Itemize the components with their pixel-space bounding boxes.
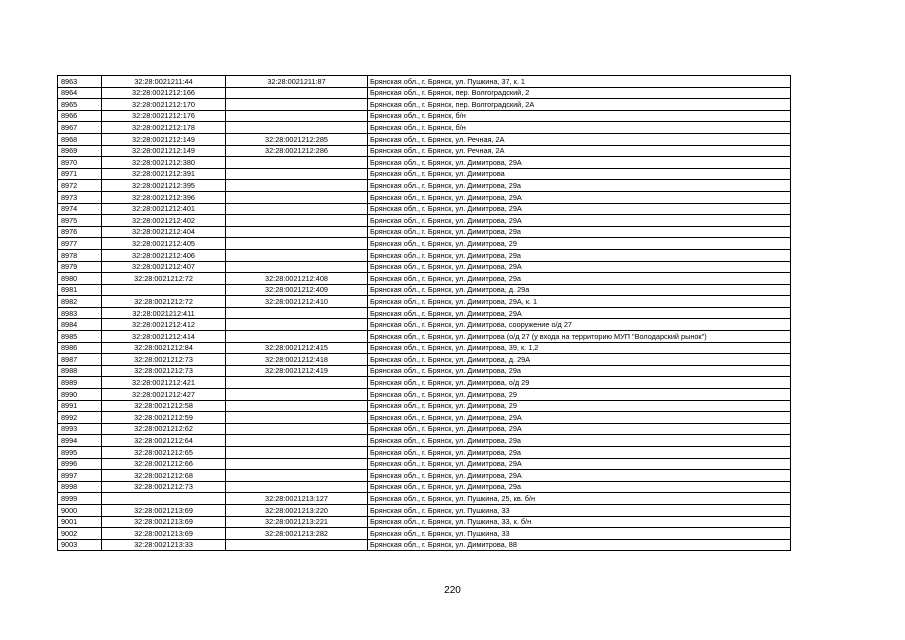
row-number-cell: 8992: [58, 412, 102, 424]
related-cadastral-number-cell: 32:28:0021212:415: [226, 342, 368, 354]
address-cell: Брянская обл., г. Брянск, ул. Димитрова, 29А: [368, 412, 791, 424]
row-number-cell: 8974: [58, 203, 102, 215]
related-cadastral-number-cell: 32:28:0021212:418: [226, 354, 368, 366]
row-number-cell: 8964: [58, 87, 102, 99]
related-cadastral-number-cell: 32:28:0021212:410: [226, 296, 368, 308]
registry-table: [57, 75, 791, 551]
table-row: [58, 412, 791, 424]
related-cadastral-number-cell: 32:28:0021213:221: [226, 516, 368, 528]
row-number-cell: 8969: [58, 145, 102, 157]
cadastral-number-cell: [102, 284, 226, 296]
cadastral-number-cell: 32:28:0021212:176: [102, 110, 226, 122]
related-cadastral-number-cell: [226, 539, 368, 551]
table-row: [58, 342, 791, 354]
related-cadastral-number-cell: 32:28:0021213:127: [226, 493, 368, 505]
related-cadastral-number-cell: [226, 191, 368, 203]
cadastral-number-cell: 32:28:0021212:68: [102, 470, 226, 482]
address-cell: Брянская обл., г. Брянск, ул. Димитрова, 29а: [368, 249, 791, 261]
cadastral-number-cell: 32:28:0021212:421: [102, 377, 226, 389]
address-cell: Брянская обл., г. Брянск, б/н: [368, 110, 791, 122]
cadastral-number-cell: 32:28:0021212:65: [102, 447, 226, 459]
table-row: [58, 191, 791, 203]
row-number-cell: 8966: [58, 110, 102, 122]
row-number-cell: 9003: [58, 539, 102, 551]
address-cell: Брянская обл., г. Брянск, ул. Димитрова, 29: [368, 400, 791, 412]
table-row: [58, 99, 791, 111]
row-number-cell: 8982: [58, 296, 102, 308]
row-number-cell: 8980: [58, 273, 102, 285]
table-row: [58, 180, 791, 192]
row-number-cell: 8990: [58, 389, 102, 401]
cadastral-number-cell: 32:28:0021212:73: [102, 481, 226, 493]
related-cadastral-number-cell: [226, 215, 368, 227]
row-number-cell: 9000: [58, 504, 102, 516]
table-row: [58, 87, 791, 99]
table-row: [58, 331, 791, 343]
related-cadastral-number-cell: [226, 400, 368, 412]
cadastral-number-cell: 32:28:0021212:395: [102, 180, 226, 192]
registry-table-body: [58, 76, 791, 551]
cadastral-number-cell: 32:28:0021212:84: [102, 342, 226, 354]
table-row: [58, 110, 791, 122]
related-cadastral-number-cell: [226, 87, 368, 99]
table-row: [58, 168, 791, 180]
related-cadastral-number-cell: [226, 261, 368, 273]
address-cell: Брянская обл., г. Брянск, ул. Димитрова, 29а: [368, 481, 791, 493]
address-cell: Брянская обл., г. Брянск, ул. Димитрова, 29А: [368, 157, 791, 169]
address-cell: Брянская обл., г. Брянск, ул. Пушкина, 33: [368, 504, 791, 516]
address-cell: Брянская обл., г. Брянск, ул. Димитрова, 29А: [368, 215, 791, 227]
cadastral-number-cell: 32:28:0021212:391: [102, 168, 226, 180]
table-row: [58, 249, 791, 261]
table-row: [58, 296, 791, 308]
address-cell: Брянская обл., г. Брянск, ул. Пушкина, 25, кв. б/н: [368, 493, 791, 505]
cadastral-number-cell: 32:28:0021212:380: [102, 157, 226, 169]
related-cadastral-number-cell: [226, 470, 368, 482]
address-cell: Брянская обл., г. Брянск, ул. Пушкина, 37, к. 1: [368, 76, 791, 88]
table-row: [58, 470, 791, 482]
address-cell: Брянская обл., г. Брянск, ул. Димитрова: [368, 168, 791, 180]
row-number-cell: 8970: [58, 157, 102, 169]
row-number-cell: 8971: [58, 168, 102, 180]
cadastral-number-cell: 32:28:0021213:33: [102, 539, 226, 551]
cadastral-number-cell: 32:28:0021212:73: [102, 354, 226, 366]
table-row: [58, 319, 791, 331]
table-row: [58, 423, 791, 435]
address-cell: Брянская обл., г. Брянск, ул. Димитрова, о/д 29: [368, 377, 791, 389]
cadastral-number-cell: 32:28:0021212:178: [102, 122, 226, 134]
cadastral-number-cell: 32:28:0021212:62: [102, 423, 226, 435]
related-cadastral-number-cell: 32:28:0021211:87: [226, 76, 368, 88]
cadastral-number-cell: 32:28:0021212:427: [102, 389, 226, 401]
cadastral-number-cell: 32:28:0021212:406: [102, 249, 226, 261]
row-number-cell: 8995: [58, 447, 102, 459]
related-cadastral-number-cell: [226, 481, 368, 493]
table-row: [58, 133, 791, 145]
address-cell: Брянская обл., г. Брянск, ул. Димитрова, 29А: [368, 307, 791, 319]
cadastral-number-cell: 32:28:0021212:401: [102, 203, 226, 215]
address-cell: Брянская обл., г. Брянск, ул. Димитрова, 29А: [368, 423, 791, 435]
cadastral-number-cell: 32:28:0021213:69: [102, 516, 226, 528]
cadastral-number-cell: 32:28:0021212:405: [102, 238, 226, 250]
row-number-cell: 8996: [58, 458, 102, 470]
cadastral-number-cell: 32:28:0021212:72: [102, 273, 226, 285]
related-cadastral-number-cell: [226, 203, 368, 215]
row-number-cell: 8987: [58, 354, 102, 366]
address-cell: Брянская обл., г. Брянск, б/н: [368, 122, 791, 134]
cadastral-number-cell: 32:28:0021211:44: [102, 76, 226, 88]
address-cell: Брянская обл., г. Брянск, ул. Димитрова, 29: [368, 389, 791, 401]
cadastral-number-cell: 32:28:0021212:414: [102, 331, 226, 343]
cadastral-number-cell: 32:28:0021212:72: [102, 296, 226, 308]
row-number-cell: 8986: [58, 342, 102, 354]
related-cadastral-number-cell: [226, 447, 368, 459]
related-cadastral-number-cell: [226, 168, 368, 180]
row-number-cell: 8993: [58, 423, 102, 435]
table-row: [58, 539, 791, 551]
row-number-cell: 8998: [58, 481, 102, 493]
row-number-cell: 8975: [58, 215, 102, 227]
related-cadastral-number-cell: [226, 110, 368, 122]
table-row: [58, 400, 791, 412]
related-cadastral-number-cell: [226, 389, 368, 401]
address-cell: Брянская обл., г. Брянск, пер. Волгоградский, 2А: [368, 99, 791, 111]
cadastral-number-cell: [102, 493, 226, 505]
row-number-cell: 8984: [58, 319, 102, 331]
address-cell: Брянская обл., г. Брянск, ул. Димитрова (о/д 27 (у входа на территорию МУП "Володарский рынок"): [368, 331, 791, 343]
related-cadastral-number-cell: 32:28:0021212:408: [226, 273, 368, 285]
related-cadastral-number-cell: [226, 377, 368, 389]
row-number-cell: 8963: [58, 76, 102, 88]
related-cadastral-number-cell: [226, 307, 368, 319]
row-number-cell: 8978: [58, 249, 102, 261]
table-row: [58, 481, 791, 493]
related-cadastral-number-cell: 32:28:0021212:419: [226, 365, 368, 377]
address-cell: Брянская обл., г. Брянск, ул. Димитрова, 29А, к. 1: [368, 296, 791, 308]
address-cell: Брянская обл., г. Брянск, ул. Димитрова, 39, к. 1,2: [368, 342, 791, 354]
table-row: [58, 238, 791, 250]
row-number-cell: 9001: [58, 516, 102, 528]
address-cell: Брянская обл., г. Брянск, ул. Пушкина, 33: [368, 528, 791, 540]
row-number-cell: 8994: [58, 435, 102, 447]
table-row: [58, 122, 791, 134]
cadastral-number-cell: 32:28:0021212:411: [102, 307, 226, 319]
related-cadastral-number-cell: [226, 435, 368, 447]
table-row: [58, 215, 791, 227]
table-row: [58, 157, 791, 169]
table-row: [58, 273, 791, 285]
table-row: [58, 504, 791, 516]
related-cadastral-number-cell: [226, 249, 368, 261]
page-number: 220: [444, 585, 461, 596]
address-cell: Брянская обл., г. Брянск, ул. Димитрова, 29А: [368, 191, 791, 203]
related-cadastral-number-cell: [226, 122, 368, 134]
related-cadastral-number-cell: [226, 319, 368, 331]
row-number-cell: 8997: [58, 470, 102, 482]
table-row: [58, 226, 791, 238]
row-number-cell: 8999: [58, 493, 102, 505]
address-cell: Брянская обл., г. Брянск, ул. Димитрова, д. 29а: [368, 284, 791, 296]
cadastral-number-cell: 32:28:0021212:149: [102, 145, 226, 157]
related-cadastral-number-cell: [226, 157, 368, 169]
cadastral-number-cell: 32:28:0021212:407: [102, 261, 226, 273]
address-cell: Брянская обл., г. Брянск, ул. Димитрова, 29: [368, 238, 791, 250]
row-number-cell: 8979: [58, 261, 102, 273]
table-row: [58, 354, 791, 366]
table-row: [58, 365, 791, 377]
table-row: [58, 261, 791, 273]
related-cadastral-number-cell: 32:28:0021213:282: [226, 528, 368, 540]
cadastral-number-cell: 32:28:0021212:396: [102, 191, 226, 203]
table-row: [58, 389, 791, 401]
cadastral-number-cell: 32:28:0021212:404: [102, 226, 226, 238]
related-cadastral-number-cell: [226, 180, 368, 192]
row-number-cell: 8976: [58, 226, 102, 238]
address-cell: Брянская обл., г. Брянск, ул. Димитрова, 29а: [368, 447, 791, 459]
related-cadastral-number-cell: [226, 458, 368, 470]
address-cell: Брянская обл., г. Брянск, ул. Димитрова, 88: [368, 539, 791, 551]
table-row: [58, 203, 791, 215]
row-number-cell: 8988: [58, 365, 102, 377]
related-cadastral-number-cell: 32:28:0021213:220: [226, 504, 368, 516]
cadastral-number-cell: 32:28:0021213:69: [102, 504, 226, 516]
row-number-cell: 8965: [58, 99, 102, 111]
cadastral-number-cell: 32:28:0021212:64: [102, 435, 226, 447]
address-cell: Брянская обл., г. Брянск, ул. Речная, 2А: [368, 145, 791, 157]
address-cell: Брянская обл., г. Брянск, ул. Димитрова, 29а: [368, 226, 791, 238]
related-cadastral-number-cell: 32:28:0021212:286: [226, 145, 368, 157]
table-row: [58, 76, 791, 88]
row-number-cell: 8968: [58, 133, 102, 145]
related-cadastral-number-cell: [226, 423, 368, 435]
address-cell: Брянская обл., г. Брянск, ул. Димитрова, 29а: [368, 273, 791, 285]
related-cadastral-number-cell: [226, 238, 368, 250]
cadastral-number-cell: 32:28:0021212:149: [102, 133, 226, 145]
row-number-cell: 8977: [58, 238, 102, 250]
table-row: [58, 458, 791, 470]
row-number-cell: 8967: [58, 122, 102, 134]
table-row: [58, 377, 791, 389]
address-cell: Брянская обл., г. Брянск, пер. Волгоградский, 2: [368, 87, 791, 99]
table-row: [58, 493, 791, 505]
table-row: [58, 284, 791, 296]
address-cell: Брянская обл., г. Брянск, ул. Димитрова, 29А: [368, 470, 791, 482]
cadastral-number-cell: 32:28:0021212:59: [102, 412, 226, 424]
row-number-cell: 8991: [58, 400, 102, 412]
address-cell: Брянская обл., г. Брянск, ул. Димитрова, 29А: [368, 458, 791, 470]
address-cell: Брянская обл., г. Брянск, ул. Димитрова, 29а: [368, 365, 791, 377]
table-row: [58, 435, 791, 447]
address-cell: Брянская обл., г. Брянск, ул. Димитрова, д. 29А: [368, 354, 791, 366]
table-row: [58, 145, 791, 157]
cadastral-number-cell: 32:28:0021212:166: [102, 87, 226, 99]
table-row: [58, 447, 791, 459]
row-number-cell: 8989: [58, 377, 102, 389]
related-cadastral-number-cell: 32:28:0021212:285: [226, 133, 368, 145]
cadastral-number-cell: 32:28:0021212:58: [102, 400, 226, 412]
related-cadastral-number-cell: [226, 99, 368, 111]
cadastral-number-cell: 32:28:0021212:402: [102, 215, 226, 227]
table-row: [58, 307, 791, 319]
row-number-cell: 8973: [58, 191, 102, 203]
table-row: [58, 528, 791, 540]
related-cadastral-number-cell: 32:28:0021212:409: [226, 284, 368, 296]
address-cell: Брянская обл., г. Брянск, ул. Димитрова, 29А: [368, 261, 791, 273]
row-number-cell: 9002: [58, 528, 102, 540]
row-number-cell: 8981: [58, 284, 102, 296]
table-row: [58, 516, 791, 528]
address-cell: Брянская обл., г. Брянск, ул. Димитрова, 29А: [368, 203, 791, 215]
row-number-cell: 8983: [58, 307, 102, 319]
related-cadastral-number-cell: [226, 412, 368, 424]
cadastral-number-cell: 32:28:0021213:69: [102, 528, 226, 540]
address-cell: Брянская обл., г. Брянск, ул. Димитрова, 29а: [368, 180, 791, 192]
address-cell: Брянская обл., г. Брянск, ул. Речная, 2А: [368, 133, 791, 145]
cadastral-number-cell: 32:28:0021212:412: [102, 319, 226, 331]
cadastral-number-cell: 32:28:0021212:170: [102, 99, 226, 111]
address-cell: Брянская обл., г. Брянск, ул. Димитрова, 29а: [368, 435, 791, 447]
related-cadastral-number-cell: [226, 331, 368, 343]
cadastral-number-cell: 32:28:0021212:66: [102, 458, 226, 470]
row-number-cell: 8985: [58, 331, 102, 343]
row-number-cell: 8972: [58, 180, 102, 192]
address-cell: Брянская обл., г. Брянск, ул. Пушкина, 33, к. б/н: [368, 516, 791, 528]
related-cadastral-number-cell: [226, 226, 368, 238]
cadastral-number-cell: 32:28:0021212:73: [102, 365, 226, 377]
address-cell: Брянская обл., г. Брянск, ул. Димитрова, сооружение о/д 27: [368, 319, 791, 331]
